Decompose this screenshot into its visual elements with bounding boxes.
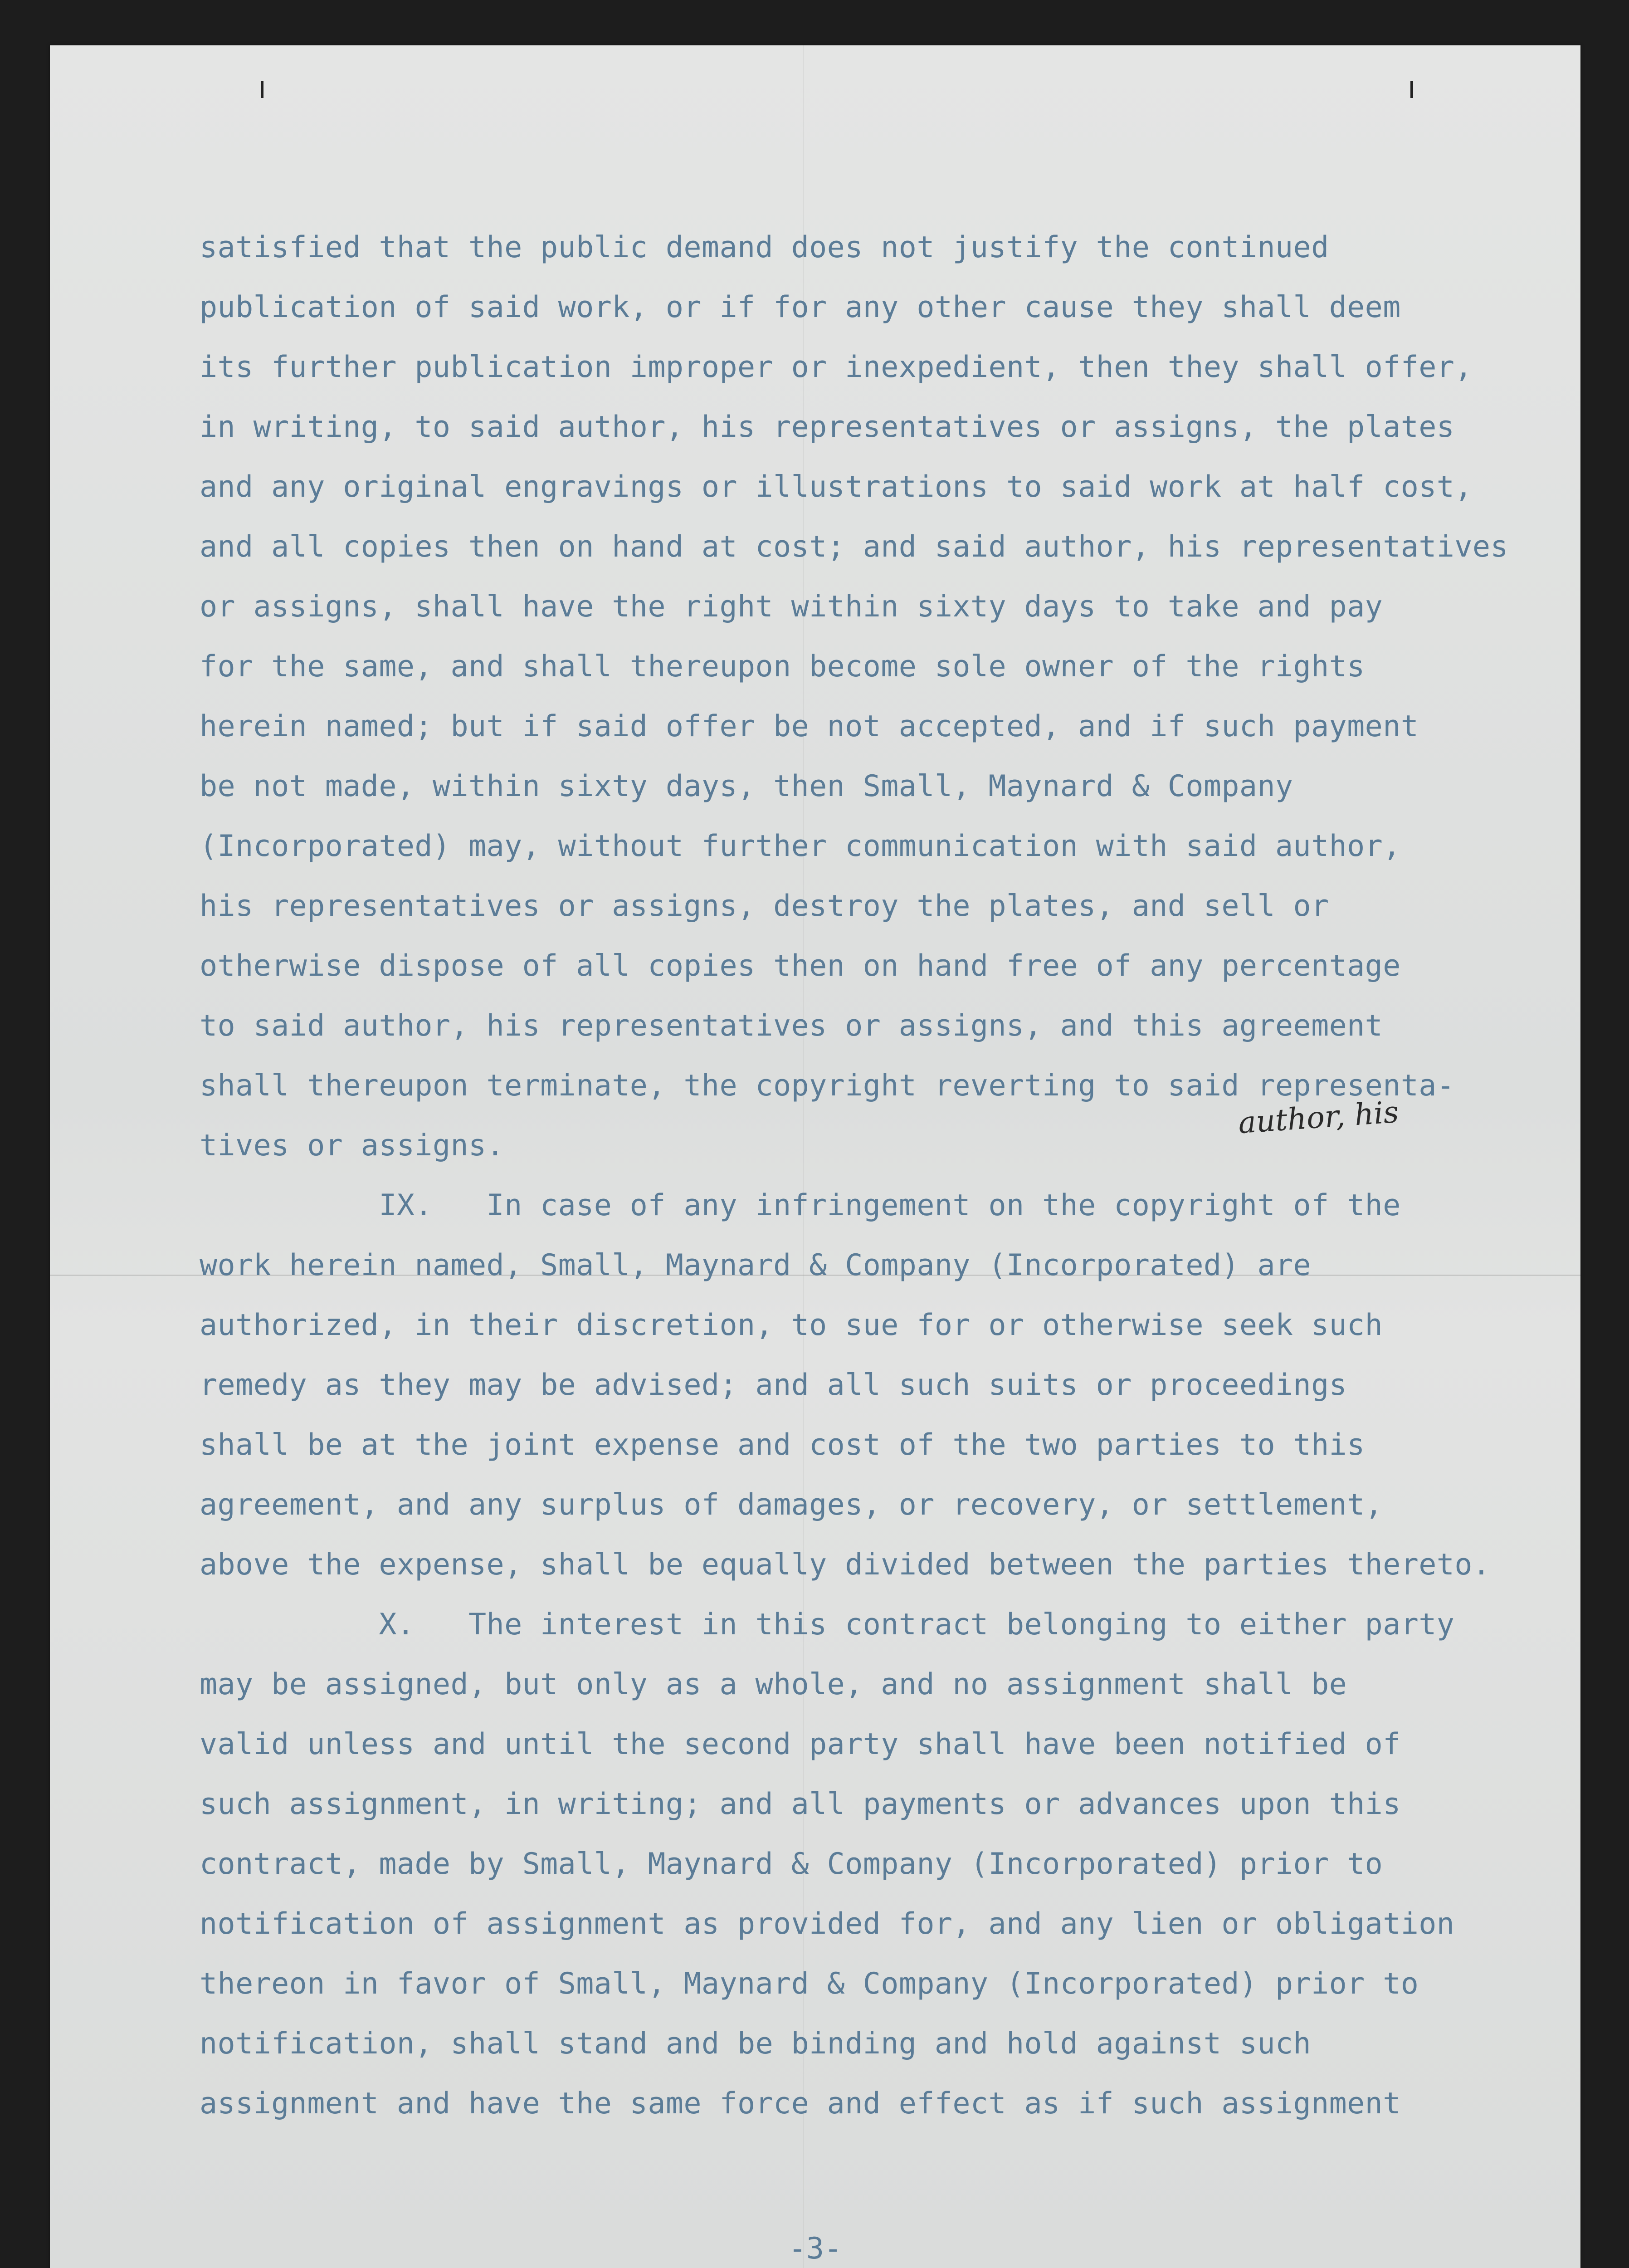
text-line: its further publication improper or inexpedient, then they shall offer, (200, 350, 1473, 384)
text-line: or assigns, shall have the right within sixty days to take and pay (200, 590, 1383, 624)
typed-text-block (200, 218, 1560, 2134)
text-line: authorized, in their discretion, to sue for or otherwise seek such (200, 1308, 1383, 1342)
page-number: -3- (788, 2232, 842, 2266)
handwritten-annotation: author, his (1237, 1094, 1400, 1141)
text-line: herein named; but if said offer be not accepted, and if such payment (200, 709, 1419, 743)
text-line: above the expense, shall be equally divided between the parties thereto. (200, 1548, 1491, 1582)
margin-tick-mark-left (261, 81, 263, 98)
text-line: and all copies then on hand at cost; and said author, his representatives (200, 530, 1508, 564)
text-line: for the same, and shall thereupon become sole owner of the rights (200, 650, 1365, 684)
text-line: shall be at the joint expense and cost of the two parties to this (200, 1428, 1365, 1462)
text-line: remedy as they may be advised; and all such suits or proceedings (200, 1368, 1347, 1402)
text-line: thereon in favor of Small, Maynard & Company (Incorporated) prior to (200, 1967, 1419, 2001)
margin-tick-mark-right (1410, 81, 1413, 98)
text-line: publication of said work, or if for any other cause they shall deem (200, 290, 1401, 324)
document-page (50, 45, 1580, 2268)
text-line: IX. In case of any infringement on the copyright of the (200, 1188, 1401, 1222)
text-line: shall thereupon terminate, the copyright reverting to said representa- (200, 1069, 1455, 1103)
text-line: to said author, his representatives or assigns, and this agreement (200, 1009, 1383, 1043)
text-line: assignment and have the same force and effect as if such assignment (200, 2087, 1401, 2121)
text-line: notification, shall stand and be binding and hold against such (200, 2027, 1312, 2061)
text-line: may be assigned, but only as a whole, and no assignment shall be (200, 1667, 1347, 1701)
text-line: such assignment, in writing; and all payments or advances upon this (200, 1787, 1401, 1821)
text-line: and any original engravings or illustrations to said work at half cost, (200, 470, 1473, 504)
text-line: be not made, within sixty days, then Small, Maynard & Company (200, 769, 1293, 803)
text-line: notification of assignment as provided for, and any lien or obligation (200, 1907, 1455, 1941)
text-line: tives or assigns. (200, 1129, 505, 1163)
text-line: work herein named, Small, Maynard & Company (Incorporated) are (200, 1248, 1312, 1282)
text-line: agreement, and any surplus of damages, or recovery, or settlement, (200, 1488, 1383, 1522)
text-line: his representatives or assigns, destroy the plates, and sell or (200, 889, 1329, 923)
text-line: (Incorporated) may, without further communication with said author, (200, 829, 1401, 863)
text-line: in writing, to said author, his representatives or assigns, the plates (200, 410, 1455, 444)
text-line: satisfied that the public demand does not justify the continued (200, 230, 1329, 264)
text-line: valid unless and until the second party shall have been notified of (200, 1727, 1401, 1761)
text-line: otherwise dispose of all copies then on hand free of any percentage (200, 949, 1401, 983)
text-line: contract, made by Small, Maynard & Company (Incorporated) prior to (200, 1847, 1383, 1881)
text-line: X. The interest in this contract belonging to either party (200, 1608, 1455, 1642)
